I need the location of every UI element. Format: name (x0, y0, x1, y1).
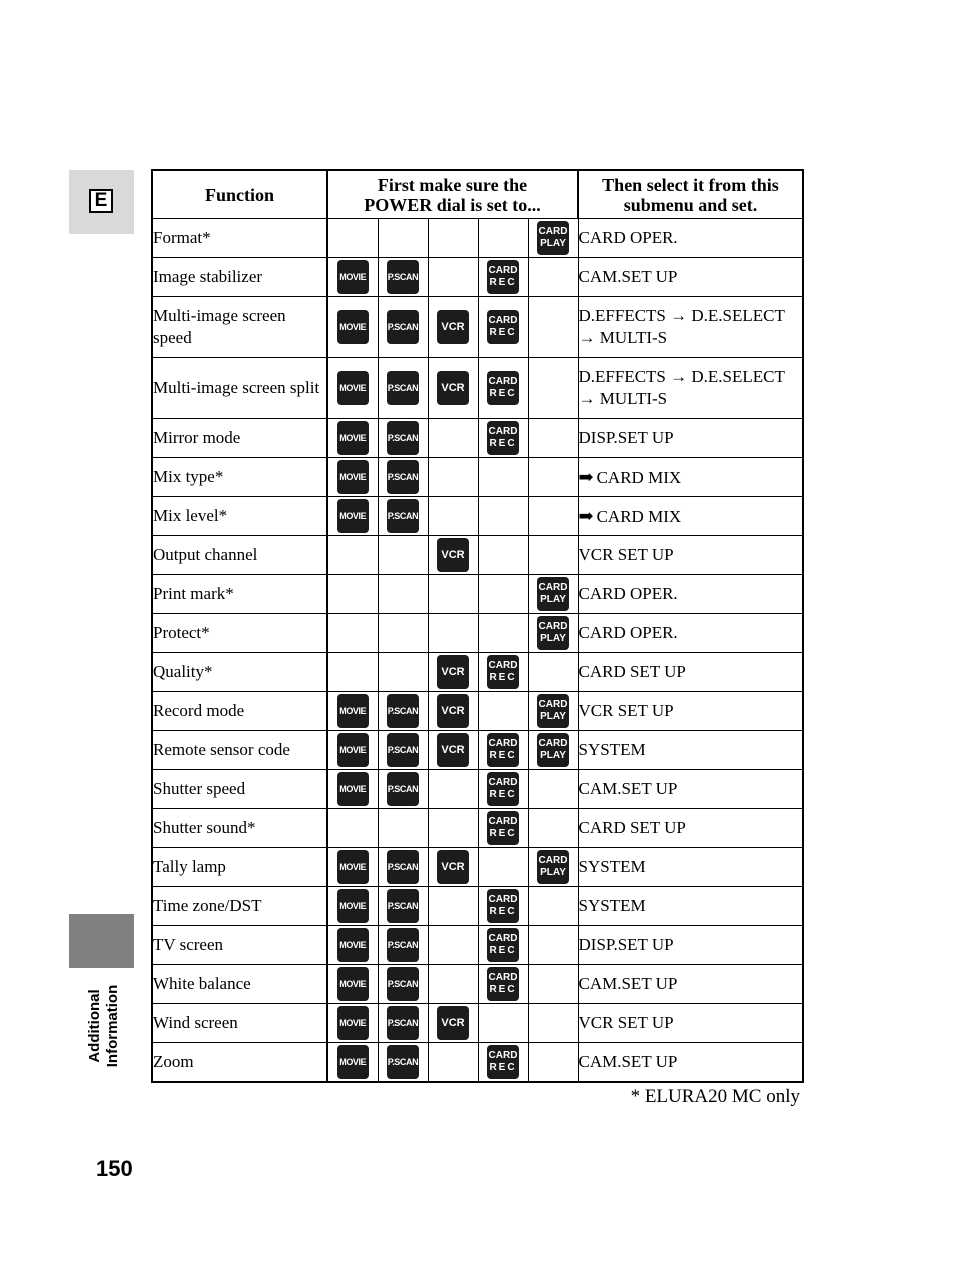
table-row (152, 358, 803, 419)
mode-cell (327, 731, 378, 770)
pscan-mode-icon: P.SCAN (387, 421, 419, 455)
mode-cell (428, 458, 478, 497)
function-name: Remote sensor code (152, 731, 327, 770)
pscan-mode-icon: P.SCAN (387, 310, 419, 344)
mode-cell (327, 219, 378, 258)
mode-cell (327, 297, 378, 358)
footnote: * ELURA20 MC only (630, 1086, 800, 1107)
mode-cell (528, 848, 578, 887)
submenu-text: SYSTEM (578, 857, 646, 876)
table-row (152, 692, 803, 731)
function-name: Quality* (152, 653, 327, 692)
mode-cell (378, 575, 428, 614)
mode-cell (478, 614, 528, 653)
mode-cell (478, 965, 528, 1004)
mode-cell (478, 1004, 528, 1043)
card-rec-mode-icon: CARD REC (487, 811, 519, 845)
mode-cell (378, 258, 428, 297)
movie-mode-icon: MOVIE (337, 694, 369, 728)
mode-cell (528, 614, 578, 653)
function-name: Print mark* (152, 575, 327, 614)
table-row (152, 965, 803, 1004)
mode-cell (327, 536, 378, 575)
mode-cell (378, 1004, 428, 1043)
card-rec-mode-icon: CARD REC (487, 1045, 519, 1079)
movie-mode-icon: MOVIE (337, 460, 369, 494)
language-tab (69, 170, 134, 234)
mode-cell (478, 497, 528, 536)
mode-cell (528, 926, 578, 965)
mode-cell (478, 575, 528, 614)
submenu-text: VCR SET UP (578, 701, 674, 720)
submenu-cell (578, 536, 803, 575)
table-row (152, 258, 803, 297)
movie-mode-icon: MOVIE (337, 1006, 369, 1040)
mode-cell (428, 419, 478, 458)
mode-cell (528, 965, 578, 1004)
card-play-mode-icon: CARD PLAY (537, 616, 569, 650)
mode-cell (378, 458, 428, 497)
submenu-cell (578, 358, 803, 419)
submenu-cell (578, 419, 803, 458)
function-name: Image stabilizer (152, 258, 327, 297)
mode-cell (428, 1004, 478, 1043)
card-rec-mode-icon: CARD REC (487, 260, 519, 294)
function-name: TV screen (152, 926, 327, 965)
vcr-mode-icon: VCR (437, 694, 469, 728)
function-name: Protect* (152, 614, 327, 653)
submenu-cell (578, 1004, 803, 1043)
section-tab-marker (69, 914, 134, 968)
mode-cell (478, 692, 528, 731)
movie-mode-icon: MOVIE (337, 310, 369, 344)
mode-cell (478, 731, 528, 770)
card-rec-mode-icon: CARD REC (487, 371, 519, 405)
mode-cell (528, 731, 578, 770)
mode-cell (378, 536, 428, 575)
language-tab-label: E (89, 189, 113, 213)
card-rec-mode-icon: CARD REC (487, 310, 519, 344)
submenu-cell (578, 887, 803, 926)
mode-cell (428, 731, 478, 770)
function-name: White balance (152, 965, 327, 1004)
table-row (152, 297, 803, 358)
function-name: Wind screen (152, 1004, 327, 1043)
mode-cell (327, 1043, 378, 1083)
mode-cell (478, 653, 528, 692)
submenu-cell (578, 692, 803, 731)
mode-cell (428, 1043, 478, 1083)
mode-cell (428, 887, 478, 926)
mode-cell (428, 614, 478, 653)
mode-cell (528, 809, 578, 848)
pscan-mode-icon: P.SCAN (387, 928, 419, 962)
vcr-mode-icon: VCR (437, 655, 469, 689)
submenu-text: DISP.SET UP (578, 935, 674, 954)
submenu-text: D.EFFECTS → D.E.SELECT → MULTI-S (578, 367, 785, 408)
movie-mode-icon: MOVIE (337, 967, 369, 1001)
function-name: Zoom (152, 1043, 327, 1083)
table-row (152, 653, 803, 692)
submenu-cell (578, 653, 803, 692)
submenu-cell (578, 809, 803, 848)
submenu-text: SYSTEM (578, 896, 646, 915)
table-row (152, 848, 803, 887)
mode-cell (478, 770, 528, 809)
function-name: Shutter speed (152, 770, 327, 809)
section-label (72, 976, 136, 1076)
card-rec-mode-icon: CARD REC (487, 967, 519, 1001)
movie-mode-icon: MOVIE (337, 1045, 369, 1079)
vcr-mode-icon: VCR (437, 310, 469, 344)
card-rec-mode-icon: CARD REC (487, 421, 519, 455)
mode-cell (428, 297, 478, 358)
vcr-mode-icon: VCR (437, 1006, 469, 1040)
mode-cell (528, 1004, 578, 1043)
table-row (152, 497, 803, 536)
mode-cell (327, 358, 378, 419)
table-row (152, 219, 803, 258)
movie-mode-icon: MOVIE (337, 733, 369, 767)
table-row (152, 614, 803, 653)
function-name: Multi-image screen split (152, 358, 327, 419)
pscan-mode-icon: P.SCAN (387, 850, 419, 884)
table-row (152, 809, 803, 848)
mode-cell (478, 536, 528, 575)
submenu-cell (578, 575, 803, 614)
mode-cell (478, 1043, 528, 1083)
mode-cell (478, 887, 528, 926)
pscan-mode-icon: P.SCAN (387, 371, 419, 405)
mode-cell (428, 965, 478, 1004)
mode-cell (528, 458, 578, 497)
pscan-mode-icon: P.SCAN (387, 260, 419, 294)
mode-cell (327, 419, 378, 458)
movie-mode-icon: MOVIE (337, 772, 369, 806)
movie-mode-icon: MOVIE (337, 928, 369, 962)
mode-cell (528, 887, 578, 926)
mode-cell (528, 575, 578, 614)
card-rec-mode-icon: CARD REC (487, 889, 519, 923)
pscan-mode-icon: P.SCAN (387, 694, 419, 728)
card-play-mode-icon: CARD PLAY (537, 221, 569, 255)
mode-cell (378, 926, 428, 965)
pscan-mode-icon: P.SCAN (387, 460, 419, 494)
mode-cell (528, 497, 578, 536)
pscan-mode-icon: P.SCAN (387, 499, 419, 533)
mode-cell (378, 358, 428, 419)
mode-cell (528, 1043, 578, 1083)
arrow-right-icon: ➡ (578, 505, 594, 526)
mode-cell (378, 497, 428, 536)
pscan-mode-icon: P.SCAN (387, 1045, 419, 1079)
mode-cell (327, 458, 378, 497)
mode-cell (378, 887, 428, 926)
submenu-text: CARD MIX (596, 506, 682, 526)
pscan-mode-icon: P.SCAN (387, 772, 419, 806)
mode-cell (378, 219, 428, 258)
mode-cell (528, 536, 578, 575)
mode-cell (528, 419, 578, 458)
table-row (152, 419, 803, 458)
function-name: Tally lamp (152, 848, 327, 887)
header-function: Function (152, 170, 327, 219)
mode-cell (528, 358, 578, 419)
table-row (152, 1004, 803, 1043)
mode-cell (428, 258, 478, 297)
mode-cell (428, 219, 478, 258)
function-name: Shutter sound* (152, 809, 327, 848)
card-play-mode-icon: CARD PLAY (537, 850, 569, 884)
pscan-mode-icon: P.SCAN (387, 967, 419, 1001)
movie-mode-icon: MOVIE (337, 421, 369, 455)
mode-cell (478, 809, 528, 848)
movie-mode-icon: MOVIE (337, 260, 369, 294)
function-name: Mix type* (152, 458, 327, 497)
mode-cell (478, 358, 528, 419)
mode-cell (327, 575, 378, 614)
vcr-mode-icon: VCR (437, 850, 469, 884)
submenu-cell (578, 731, 803, 770)
table-row (152, 731, 803, 770)
mode-cell (528, 297, 578, 358)
mode-cell (378, 692, 428, 731)
submenu-text: CARD OPER. (578, 584, 678, 603)
section-label-line1: Additional (86, 989, 103, 1063)
mode-cell (528, 692, 578, 731)
submenu-cell (578, 614, 803, 653)
mode-cell (327, 887, 378, 926)
submenu-cell (578, 297, 803, 358)
mode-cell (478, 848, 528, 887)
mode-cell (378, 614, 428, 653)
pscan-mode-icon: P.SCAN (387, 733, 419, 767)
pscan-mode-icon: P.SCAN (387, 1006, 419, 1040)
mode-cell (327, 258, 378, 297)
mode-cell (327, 614, 378, 653)
mode-cell (428, 575, 478, 614)
card-rec-mode-icon: CARD REC (487, 733, 519, 767)
submenu-cell (578, 770, 803, 809)
submenu-text: CAM.SET UP (578, 779, 678, 798)
mode-cell (528, 219, 578, 258)
vcr-mode-icon: VCR (437, 371, 469, 405)
mode-cell (378, 809, 428, 848)
page-number: 150 (96, 1156, 133, 1181)
mode-cell (478, 458, 528, 497)
submenu-text: CARD MIX (596, 467, 682, 487)
submenu-cell (578, 219, 803, 258)
table-row (152, 575, 803, 614)
function-name: Format* (152, 219, 327, 258)
mode-cell (478, 297, 528, 358)
mode-cell (378, 770, 428, 809)
table-row (152, 770, 803, 809)
mode-cell (428, 770, 478, 809)
mode-cell (327, 770, 378, 809)
mode-cell (378, 965, 428, 1004)
mode-cell (428, 926, 478, 965)
mode-cell (378, 731, 428, 770)
mode-cell (327, 653, 378, 692)
submenu-cell (578, 458, 803, 497)
table-row (152, 536, 803, 575)
vcr-mode-icon: VCR (437, 733, 469, 767)
movie-mode-icon: MOVIE (337, 850, 369, 884)
card-play-mode-icon: CARD PLAY (537, 577, 569, 611)
submenu-text: CAM.SET UP (578, 974, 678, 993)
function-name: Record mode (152, 692, 327, 731)
table-row (152, 887, 803, 926)
function-name: Mix level* (152, 497, 327, 536)
submenu-text: VCR SET UP (578, 1013, 674, 1032)
submenu-cell (578, 1043, 803, 1083)
movie-mode-icon: MOVIE (337, 499, 369, 533)
function-name: Multi-image screen speed (152, 297, 327, 358)
card-rec-mode-icon: CARD REC (487, 928, 519, 962)
header-submenu: Then select it from this submenu and set. (578, 170, 803, 219)
submenu-text: CARD SET UP (578, 662, 686, 681)
mode-cell (378, 297, 428, 358)
mode-cell (428, 536, 478, 575)
mode-cell (478, 419, 528, 458)
card-rec-mode-icon: CARD REC (487, 655, 519, 689)
mode-cell (327, 965, 378, 1004)
function-name: Output channel (152, 536, 327, 575)
mode-cell (327, 809, 378, 848)
mode-cell (428, 358, 478, 419)
vcr-mode-icon: VCR (437, 538, 469, 572)
mode-cell (428, 848, 478, 887)
submenu-text: CARD OPER. (578, 623, 678, 642)
mode-cell (528, 258, 578, 297)
submenu-cell (578, 258, 803, 297)
mode-cell (378, 1043, 428, 1083)
section-label-line2: Information (104, 984, 121, 1068)
table-row (152, 458, 803, 497)
function-name: Mirror mode (152, 419, 327, 458)
mode-cell (327, 1004, 378, 1043)
submenu-text: CARD SET UP (578, 818, 686, 837)
submenu-text: DISP.SET UP (578, 428, 674, 447)
submenu-text: CAM.SET UP (578, 267, 678, 286)
table-row (152, 1043, 803, 1083)
mode-cell (428, 653, 478, 692)
arrow-right-icon: ➡ (578, 466, 594, 487)
table-body (152, 219, 803, 1083)
mode-cell (428, 809, 478, 848)
mode-cell (327, 848, 378, 887)
submenu-text: VCR SET UP (578, 545, 674, 564)
mode-cell (327, 692, 378, 731)
submenu-cell (578, 926, 803, 965)
function-name: Time zone/DST (152, 887, 327, 926)
mode-cell (478, 258, 528, 297)
mode-cell (428, 497, 478, 536)
card-rec-mode-icon: CARD REC (487, 772, 519, 806)
table-row (152, 926, 803, 965)
movie-mode-icon: MOVIE (337, 371, 369, 405)
mode-cell (327, 497, 378, 536)
mode-cell (327, 926, 378, 965)
mode-cell (428, 692, 478, 731)
submenu-cell (578, 848, 803, 887)
submenu-text: CAM.SET UP (578, 1052, 678, 1071)
mode-cell (528, 653, 578, 692)
function-table (151, 169, 804, 1083)
submenu-cell (578, 965, 803, 1004)
submenu-cell (578, 497, 803, 536)
table-header-row (152, 170, 803, 219)
movie-mode-icon: MOVIE (337, 889, 369, 923)
card-play-mode-icon: CARD PLAY (537, 733, 569, 767)
mode-cell (378, 419, 428, 458)
mode-cell (378, 848, 428, 887)
mode-cell (528, 770, 578, 809)
header-power-dial: First make sure the POWER dial is set to... (327, 170, 578, 219)
card-play-mode-icon: CARD PLAY (537, 694, 569, 728)
submenu-text: CARD OPER. (578, 228, 678, 247)
mode-cell (478, 219, 528, 258)
submenu-text: SYSTEM (578, 740, 646, 759)
mode-cell (378, 653, 428, 692)
pscan-mode-icon: P.SCAN (387, 889, 419, 923)
submenu-text: D.EFFECTS → D.E.SELECT → MULTI-S (578, 306, 785, 347)
mode-cell (478, 926, 528, 965)
